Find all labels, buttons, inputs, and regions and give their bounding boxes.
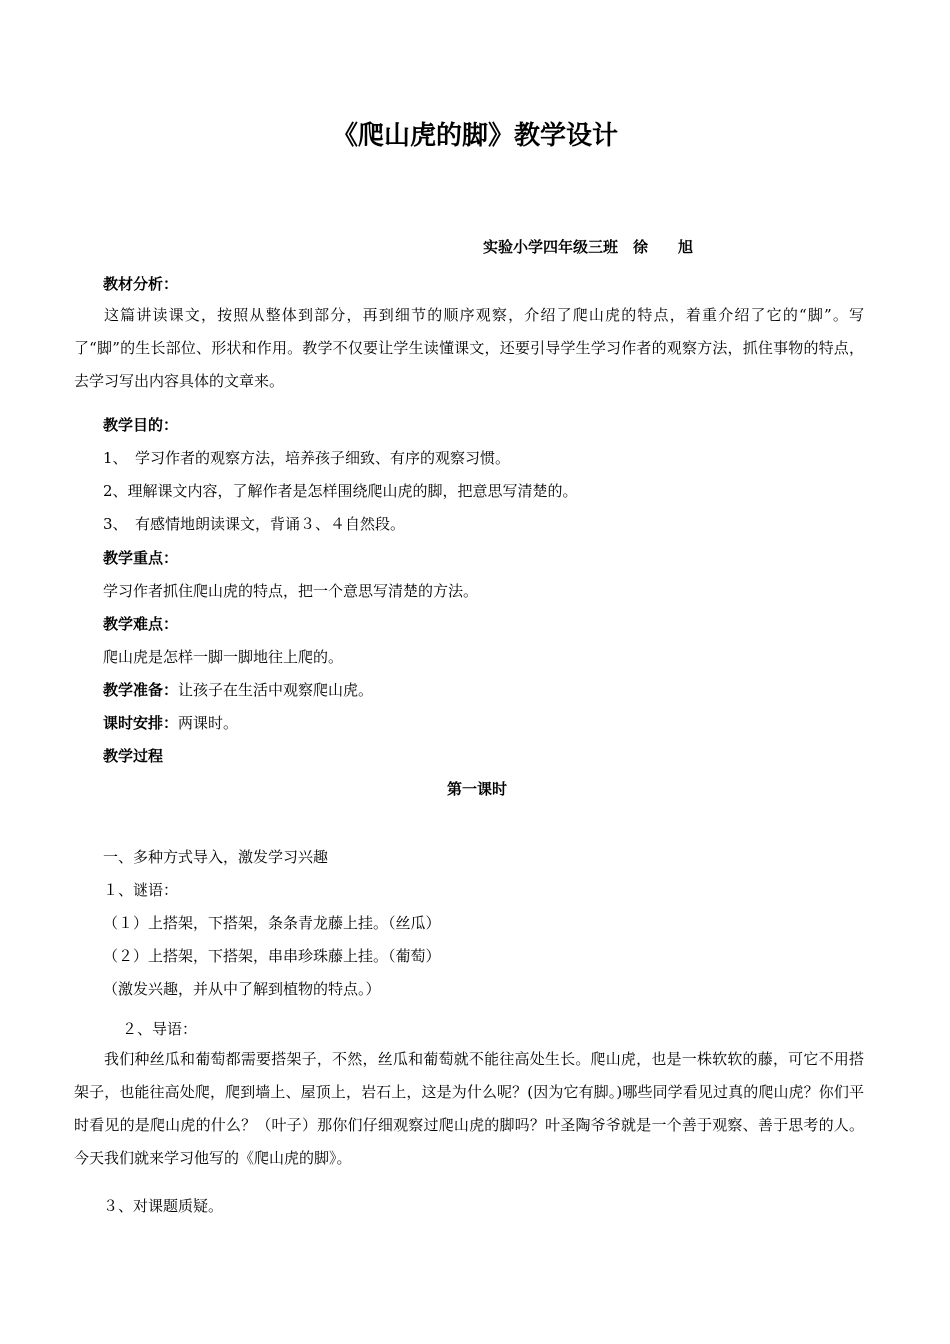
- schedule-line: [103, 713, 238, 733]
- question-label: ３、对课题质疑。: [103, 1197, 224, 1215]
- preparation-label: 教学准备：: [103, 681, 179, 699]
- guide-label: ２、导语：: [122, 1020, 198, 1038]
- key-points-heading: 教学重点：: [103, 549, 179, 567]
- difficulties-body: 爬山虎是怎样一脚一脚地往上爬的。: [103, 648, 344, 666]
- step1-heading: 一、多种方式导入，激发学习兴趣: [103, 848, 329, 866]
- process-heading: 教学过程: [103, 747, 164, 765]
- schedule-body: 两课时。: [178, 714, 239, 732]
- riddle-note: （激发兴趣，并从中了解到植物的特点。）: [103, 980, 381, 998]
- riddle-item: （２）上搭架，下搭架，串串珍珠藤上挂。（葡萄）: [103, 947, 441, 965]
- goal-item: 3、 有感情地朗读课文，背诵３、４自然段。: [103, 515, 406, 533]
- goals-heading: 教学目的：: [103, 416, 179, 434]
- goal-item: 1、 学习作者的观察方法，培养孩子细致、有序的观察习惯。: [103, 449, 511, 467]
- guide-paragraph: 我们种丝瓜和葡萄都需要搭架子，不然，丝瓜和葡萄就不能往高处生长。爬山虎，也是一株软软的藤，可它不用搭架子，也能往高处爬，爬到墙上、屋顶上，岩石上，这是为什么呢？(因为它有脚。)哪些同学看见过真的爬山虎？你们平时看见的是爬山虎的什么？（叶子）那你们仔细观察过爬山虎的脚吗？叶圣陶爷爷就是一个善于观察、善于思考的人。今天我们就来学习他写的《爬山虎的脚》。: [74, 1050, 864, 1167]
- author-line: 实验小学四年级三班 徐 旭: [483, 238, 694, 256]
- key-points-body: 学习作者抓住爬山虎的特点，把一个意思写清楚的方法。: [103, 582, 479, 600]
- preparation-body: 让孩子在生活中观察爬山虎。: [178, 681, 374, 699]
- lesson-heading: 第一课时: [447, 780, 508, 798]
- riddle-label: １、谜语：: [103, 881, 179, 899]
- analysis-paragraph: 这篇讲读课文，按照从整体到部分，再到细节的顺序观察，介绍了爬山虎的特点，着重介绍了它的“脚”。写了“脚”的生长部位、形状和作用。教学不仅要让学生读懂课文，还要引导学生学习作者的观察方法，抓住事物的特点，去学习写出内容具体的文章来。: [74, 306, 864, 390]
- page-title: 《爬山虎的脚》教学设计: [331, 121, 618, 151]
- difficulties-heading: 教学难点：: [103, 615, 179, 633]
- analysis-heading: 教材分析：: [103, 275, 179, 293]
- goal-item: 2、理解课文内容，了解作者是怎样围绕爬山虎的脚，把意思写清楚的。: [103, 482, 578, 500]
- preparation-line: [103, 680, 373, 700]
- riddle-item: （１）上搭架，下搭架，条条青龙藤上挂。（丝瓜）: [103, 914, 441, 932]
- schedule-label: 课时安排：: [103, 714, 179, 732]
